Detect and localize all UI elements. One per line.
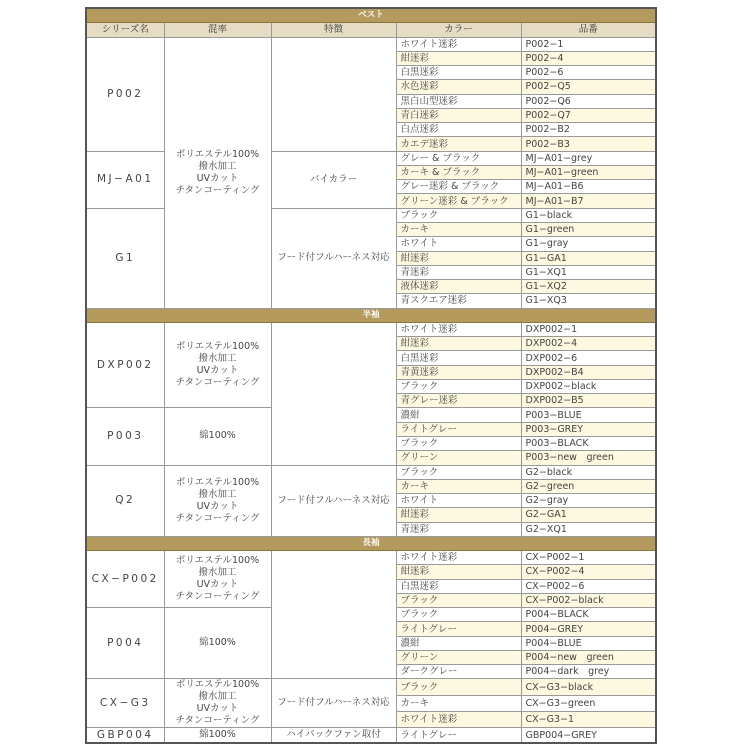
color-name: 青スクエア迷彩 bbox=[396, 294, 521, 308]
column-header-row bbox=[86, 23, 656, 37]
part-number: P004−new green bbox=[521, 650, 656, 664]
color-name: 濃紺 bbox=[396, 408, 521, 422]
part-number: P003−GREY bbox=[521, 422, 656, 436]
table-row bbox=[86, 37, 656, 51]
part-number: P004−BLUE bbox=[521, 636, 656, 650]
part-number: DXP002−4 bbox=[521, 337, 656, 351]
blend-rate: 綿100% bbox=[164, 608, 271, 679]
color-name: ブラック bbox=[396, 208, 521, 222]
part-number: P004−BLACK bbox=[521, 608, 656, 622]
part-number: DXP002−1 bbox=[521, 322, 656, 336]
color-name: ホワイト bbox=[396, 494, 521, 508]
color-name: 白黒迷彩 bbox=[396, 579, 521, 593]
blend-rate: ポリエステル100% 撥水加工 UVカット チタンコーティング bbox=[164, 322, 271, 408]
column-header: 特徴 bbox=[271, 23, 396, 37]
part-number: MJ−A01−B6 bbox=[521, 180, 656, 194]
color-name: 紺迷彩 bbox=[396, 565, 521, 579]
part-number: G2−black bbox=[521, 465, 656, 479]
part-number: GBP004−GREY bbox=[521, 728, 656, 743]
color-name: ライトグレー bbox=[396, 422, 521, 436]
color-name: ブラック bbox=[396, 436, 521, 450]
color-name: カーキ bbox=[396, 479, 521, 493]
part-number: G2−gray bbox=[521, 494, 656, 508]
part-number: G1−black bbox=[521, 208, 656, 222]
series-name: P003 bbox=[86, 408, 164, 465]
color-name: 白黒迷彩 bbox=[396, 66, 521, 80]
color-name: グリーン迷彩 & ブラック bbox=[396, 194, 521, 208]
part-number: G1−GA1 bbox=[521, 251, 656, 265]
part-number: G2−XQ1 bbox=[521, 522, 656, 536]
part-number: P003−new green bbox=[521, 451, 656, 465]
color-name: カエデ迷彩 bbox=[396, 137, 521, 151]
part-number: CX−P002−6 bbox=[521, 579, 656, 593]
color-name: ホワイト迷彩 bbox=[396, 37, 521, 51]
color-name: グリーン bbox=[396, 650, 521, 664]
color-name: 白点迷彩 bbox=[396, 123, 521, 137]
color-name: ホワイト迷彩 bbox=[396, 712, 521, 728]
color-name: 青迷彩 bbox=[396, 265, 521, 279]
series-name: Q2 bbox=[86, 465, 164, 536]
color-name: グレー迷彩 & ブラック bbox=[396, 180, 521, 194]
color-name: 黒白山型迷彩 bbox=[396, 94, 521, 108]
color-name: 濃紺 bbox=[396, 636, 521, 650]
series-name: P002 bbox=[86, 37, 164, 151]
series-name: MJ−A01 bbox=[86, 151, 164, 208]
blend-rate: ポリエステル100% 撥水加工 UVカット チタンコーティング bbox=[164, 551, 271, 608]
color-name: 青白迷彩 bbox=[396, 108, 521, 122]
part-number: P002−Q7 bbox=[521, 108, 656, 122]
feature: ハイパックファン取付 bbox=[271, 728, 396, 743]
color-name: 紺迷彩 bbox=[396, 51, 521, 65]
color-name: ホワイト迷彩 bbox=[396, 322, 521, 336]
color-name: ホワイト bbox=[396, 237, 521, 251]
part-number: G1−gray bbox=[521, 237, 656, 251]
part-number: P002−Q5 bbox=[521, 80, 656, 94]
part-number: CX−G3−black bbox=[521, 679, 656, 695]
part-number: P004−dark grey bbox=[521, 665, 656, 679]
blend-rate: ポリエステル100% 撥水加工 UVカット チタンコーティング bbox=[164, 465, 271, 536]
section-header bbox=[86, 536, 656, 550]
part-number: P002−6 bbox=[521, 66, 656, 80]
part-number: P002−B3 bbox=[521, 137, 656, 151]
color-name: 紺迷彩 bbox=[396, 337, 521, 351]
color-name: 白黒迷彩 bbox=[396, 351, 521, 365]
part-number: DXP002−6 bbox=[521, 351, 656, 365]
color-name: カーキ bbox=[396, 695, 521, 711]
color-name: 青黄迷彩 bbox=[396, 365, 521, 379]
part-number: P002−4 bbox=[521, 51, 656, 65]
feature: バイカラー bbox=[271, 151, 396, 208]
part-number: MJ−A01−green bbox=[521, 165, 656, 179]
feature bbox=[271, 551, 396, 679]
product-table bbox=[85, 7, 657, 744]
color-name: 紺迷彩 bbox=[396, 251, 521, 265]
table-row bbox=[86, 551, 656, 565]
section-title: 半袖 bbox=[86, 308, 656, 322]
feature: フード付フルハーネス対応 bbox=[271, 208, 396, 308]
part-number: DXP002−B4 bbox=[521, 365, 656, 379]
part-number: G1−XQ3 bbox=[521, 294, 656, 308]
table-row bbox=[86, 728, 656, 743]
color-name: 液体迷彩 bbox=[396, 280, 521, 294]
color-name: 青グレー迷彩 bbox=[396, 394, 521, 408]
part-number: G1−XQ2 bbox=[521, 280, 656, 294]
part-number: P002−Q6 bbox=[521, 94, 656, 108]
part-number: MJ−A01−grey bbox=[521, 151, 656, 165]
part-number: G1−XQ1 bbox=[521, 265, 656, 279]
color-name: ダークグレー bbox=[396, 665, 521, 679]
color-name: 水色迷彩 bbox=[396, 80, 521, 94]
color-name: ライトグレー bbox=[396, 622, 521, 636]
blend-rate: 綿100% bbox=[164, 728, 271, 743]
part-number: G1−green bbox=[521, 222, 656, 236]
feature bbox=[271, 37, 396, 151]
color-name: ブラック bbox=[396, 608, 521, 622]
color-name: ブラック bbox=[396, 379, 521, 393]
column-header: シリーズ名 bbox=[86, 23, 164, 37]
color-name: グリーン bbox=[396, 451, 521, 465]
color-name: ブラック bbox=[396, 465, 521, 479]
color-name: ブラック bbox=[396, 679, 521, 695]
part-number: CX−G3−1 bbox=[521, 712, 656, 728]
series-name: GBP004 bbox=[86, 728, 164, 743]
color-name: 青迷彩 bbox=[396, 522, 521, 536]
series-name: DXP002 bbox=[86, 322, 164, 408]
color-name: カーキ bbox=[396, 222, 521, 236]
blend-rate: 綿100% bbox=[164, 408, 271, 465]
series-name: CX−G3 bbox=[86, 679, 164, 728]
part-number: MJ−A01−B7 bbox=[521, 194, 656, 208]
part-number: G2−GA1 bbox=[521, 508, 656, 522]
part-number: P004−GREY bbox=[521, 622, 656, 636]
part-number: DXP002−black bbox=[521, 379, 656, 393]
feature bbox=[271, 322, 396, 465]
color-name: カーキ & ブラック bbox=[396, 165, 521, 179]
color-name: ブラック bbox=[396, 593, 521, 607]
section-header bbox=[86, 308, 656, 322]
series-name: P004 bbox=[86, 608, 164, 679]
section-header bbox=[86, 8, 656, 23]
column-header: カラー bbox=[396, 23, 521, 37]
color-name: グレー & ブラック bbox=[396, 151, 521, 165]
part-number: CX−P002−black bbox=[521, 593, 656, 607]
blend-rate: ポリエステル100% 撥水加工 UVカット チタンコーティング bbox=[164, 37, 271, 308]
part-number: P003−BLACK bbox=[521, 436, 656, 450]
table-row bbox=[86, 465, 656, 479]
part-number: P002−B2 bbox=[521, 123, 656, 137]
table-row bbox=[86, 679, 656, 695]
table-row bbox=[86, 322, 656, 336]
section-title: ベスト bbox=[86, 8, 656, 23]
part-number: G2−green bbox=[521, 479, 656, 493]
part-number: P002−1 bbox=[521, 37, 656, 51]
part-number: CX−G3−green bbox=[521, 695, 656, 711]
series-name: CX−P002 bbox=[86, 551, 164, 608]
feature: フード付フルハーネス対応 bbox=[271, 679, 396, 728]
product-table-body bbox=[86, 8, 656, 743]
series-name: G1 bbox=[86, 208, 164, 308]
color-name: ホワイト迷彩 bbox=[396, 551, 521, 565]
part-number: P003−BLUE bbox=[521, 408, 656, 422]
column-header: 混率 bbox=[164, 23, 271, 37]
part-number: DXP002−B5 bbox=[521, 394, 656, 408]
part-number: CX−P002−4 bbox=[521, 565, 656, 579]
color-name: ライトグレー bbox=[396, 728, 521, 743]
feature: フード付フルハーネス対応 bbox=[271, 465, 396, 536]
part-number: CX−P002−1 bbox=[521, 551, 656, 565]
color-name: 紺迷彩 bbox=[396, 508, 521, 522]
section-title: 長袖 bbox=[86, 536, 656, 550]
blend-rate: ポリエステル100% 撥水加工 UVカット チタンコーティング bbox=[164, 679, 271, 728]
column-header: 品番 bbox=[521, 23, 656, 37]
